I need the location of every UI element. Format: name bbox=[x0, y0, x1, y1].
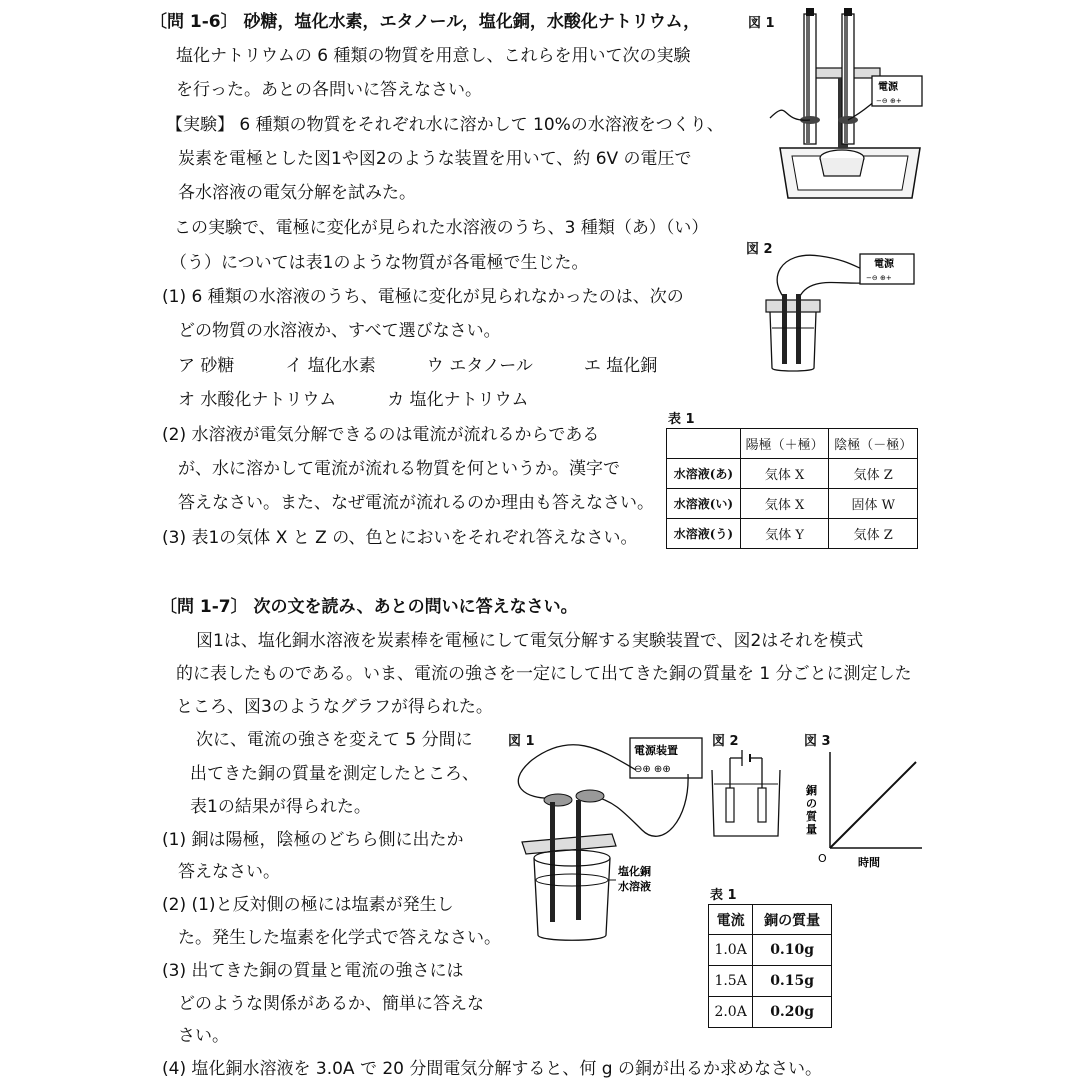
q16-table-header-cell bbox=[667, 429, 741, 459]
q16-line-8: (1) 6 種類の水溶液のうち、電極に変化が見られなかったのは、次の bbox=[162, 287, 684, 307]
q16-line-15: (3) 表1の気体 X と Z の、色とにおいをそれぞれ答えなさい。 bbox=[162, 528, 638, 548]
table-row bbox=[667, 519, 918, 549]
q16-line-14: 答えなさい。また、なぜ電流が流れるのか理由も答えなさい。 bbox=[178, 493, 654, 513]
q16-line-1: 塩化ナトリウムの 6 種類の物質を用意し、これらを用いて次の実験 bbox=[176, 46, 691, 66]
q17-fig3-origin: O bbox=[818, 852, 827, 865]
q17-fig3-ylabel-char: 銅 bbox=[806, 784, 817, 797]
q16-table-header-cell: 陰極（－極） bbox=[829, 429, 918, 459]
table-cell: 水溶液(い) bbox=[667, 489, 741, 519]
q16-line-3: 【実験】 6 種類の物質をそれぞれ水に溶かして 10%の水溶液をつくり、 bbox=[166, 115, 724, 135]
q16-line-0: 〔問 1-6〕 砂糖，塩化水素，エタノール，塩化銅，水酸化ナトリウム， bbox=[150, 12, 701, 32]
q17-table bbox=[708, 904, 832, 1028]
table-row bbox=[709, 966, 832, 997]
table-cell: 気体 X bbox=[740, 459, 829, 489]
q17-fig2-label: 図 2 bbox=[712, 734, 739, 749]
table-cell: 気体 Z bbox=[829, 459, 918, 489]
q17-fig3-xlabel: 時間 bbox=[858, 856, 880, 869]
table-row bbox=[709, 997, 832, 1028]
q17-fig3-label: 図 3 bbox=[804, 734, 831, 749]
q17-line-10: た。発生した塩素を化学式で答えなさい。 bbox=[178, 928, 501, 948]
q17-fig3-line bbox=[830, 762, 916, 848]
table-cell: 気体 Z bbox=[829, 519, 918, 549]
q17-fig3-graph bbox=[800, 748, 930, 872]
q17-line-0: 〔問 1-7〕 次の文を読み、あとの問いに答えなさい。 bbox=[160, 597, 578, 617]
q17-fig3-ylabel-char: の bbox=[806, 797, 817, 810]
q16-line-2: を行った。あとの各問いに答えなさい。 bbox=[176, 80, 482, 100]
q16-table-label: 表 1 bbox=[668, 412, 695, 427]
q17-fig1-apparatus bbox=[512, 730, 707, 950]
q17-fig1-power-label: 電源装置 bbox=[634, 744, 678, 757]
q17-fig1-terminals: ⊖⊕ ⊕⊕ bbox=[634, 764, 671, 775]
q17-line-8: 答えなさい。 bbox=[178, 862, 280, 882]
table-row bbox=[667, 489, 918, 519]
q16-fig2-label: 図 2 bbox=[746, 242, 773, 257]
q17-line-4: 次に、電流の強さを変えて 5 分間に bbox=[196, 730, 473, 750]
q17-fig1-solution-label: 塩化銅 bbox=[618, 865, 651, 878]
q16-line-13: が、水に溶かして電流が流れる物質を何というか。漢字で bbox=[178, 459, 620, 479]
table-cell: 0.15g bbox=[753, 966, 832, 997]
q17-line-11: (3) 出てきた銅の質量と電流の強さには bbox=[162, 961, 464, 981]
table-cell: 0.20g bbox=[753, 997, 832, 1028]
q17-line-12: どのような関係があるか、簡単に答えな bbox=[178, 994, 484, 1014]
q16-table-header-cell: 陽極（＋極） bbox=[740, 429, 829, 459]
q16-fig1-label: 図 1 bbox=[748, 16, 775, 31]
q16-line-11: オ 水酸化ナトリウム カ 塩化ナトリウム bbox=[178, 390, 529, 410]
q16-table bbox=[666, 428, 918, 549]
table-row bbox=[667, 459, 918, 489]
q17-line-3: ところ、図3のようなグラフが得られた。 bbox=[176, 697, 493, 717]
q17-table-header-cell: 電流 bbox=[709, 905, 753, 935]
q16-fig2-terminals: −⊖ ⊕+ bbox=[866, 274, 892, 282]
q17-fig1-label: 図 1 bbox=[508, 734, 535, 749]
table-cell: 0.10g bbox=[753, 935, 832, 966]
table-cell: 1.0A bbox=[709, 935, 753, 966]
q17-table-header-row bbox=[709, 905, 832, 935]
table-cell: 気体 X bbox=[740, 489, 829, 519]
table-cell: 気体 Y bbox=[740, 519, 829, 549]
q16-line-6: この実験で、電極に変化が見られた水溶液のうち、3 種類（あ）（い） bbox=[174, 218, 709, 238]
table-cell: 2.0A bbox=[709, 997, 753, 1028]
q16-line-12: (2) 水溶液が電気分解できるのは電流が流れるからである bbox=[162, 425, 600, 445]
q16-fig1-power-label: 電源 bbox=[878, 82, 898, 93]
table-cell: 水溶液(う) bbox=[667, 519, 741, 549]
q16-fig2-power-label: 電源 bbox=[874, 259, 894, 270]
q17-table-label: 表 1 bbox=[710, 888, 737, 903]
q17-line-13: さい。 bbox=[178, 1026, 229, 1046]
q16-fig2-apparatus bbox=[760, 250, 920, 375]
q16-line-4: 炭素を電極とした図1や図2のような装置を用いて、約 6V の電圧で bbox=[178, 149, 692, 169]
q17-line-1: 図1は、塩化銅水溶液を炭素棒を電極にして電気分解する実験装置で、図2はそれを模式 bbox=[196, 631, 864, 651]
q17-fig2-diagram bbox=[706, 748, 786, 848]
q17-line-2: 的に表したものである。いま、電流の強さを一定にして出てきた銅の質量を 1 分ごとに測定した bbox=[176, 664, 912, 684]
q17-line-6: 表1の結果が得られた。 bbox=[190, 797, 371, 817]
q17-line-14: (4) 塩化銅水溶液を 3.0A で 20 分間電気分解すると、何 g の銅が出るか求めなさい。 bbox=[162, 1059, 822, 1079]
q17-table-header-cell: 銅の質量 bbox=[753, 905, 832, 935]
table-cell: 水溶液(あ) bbox=[667, 459, 741, 489]
q17-fig3-ylabel-char: 量 bbox=[806, 823, 817, 836]
q16-fig1-terminals: −⊖ ⊕+ bbox=[876, 97, 902, 105]
q16-line-7: （う）については表1のような物質が各電極で生じた。 bbox=[170, 253, 589, 273]
q17-fig3-ylabel-char: 質 bbox=[806, 810, 817, 823]
table-cell: 固体 W bbox=[829, 489, 918, 519]
q17-line-7: (1) 銅は陽極，陰極のどちら側に出たか bbox=[162, 830, 464, 850]
q17-line-5: 出てきた銅の質量を測定したところ、 bbox=[190, 764, 479, 784]
q16-table-header-row bbox=[667, 429, 918, 459]
table-row bbox=[709, 935, 832, 966]
q16-fig1-apparatus bbox=[770, 8, 930, 213]
table-cell: 1.5A bbox=[709, 966, 753, 997]
q16-line-5: 各水溶液の電気分解を試みた。 bbox=[178, 183, 416, 203]
q17-line-9: (2) (1)と反対側の極には塩素が発生し bbox=[162, 895, 454, 915]
q16-line-9: どの物質の水溶液か、すべて選びなさい。 bbox=[178, 321, 501, 341]
q17-fig1-solution-label-2: 水溶液 bbox=[618, 880, 651, 893]
q16-line-10: ア 砂糖 イ 塩化水素 ウ エタノール エ 塩化銅 bbox=[178, 356, 658, 376]
